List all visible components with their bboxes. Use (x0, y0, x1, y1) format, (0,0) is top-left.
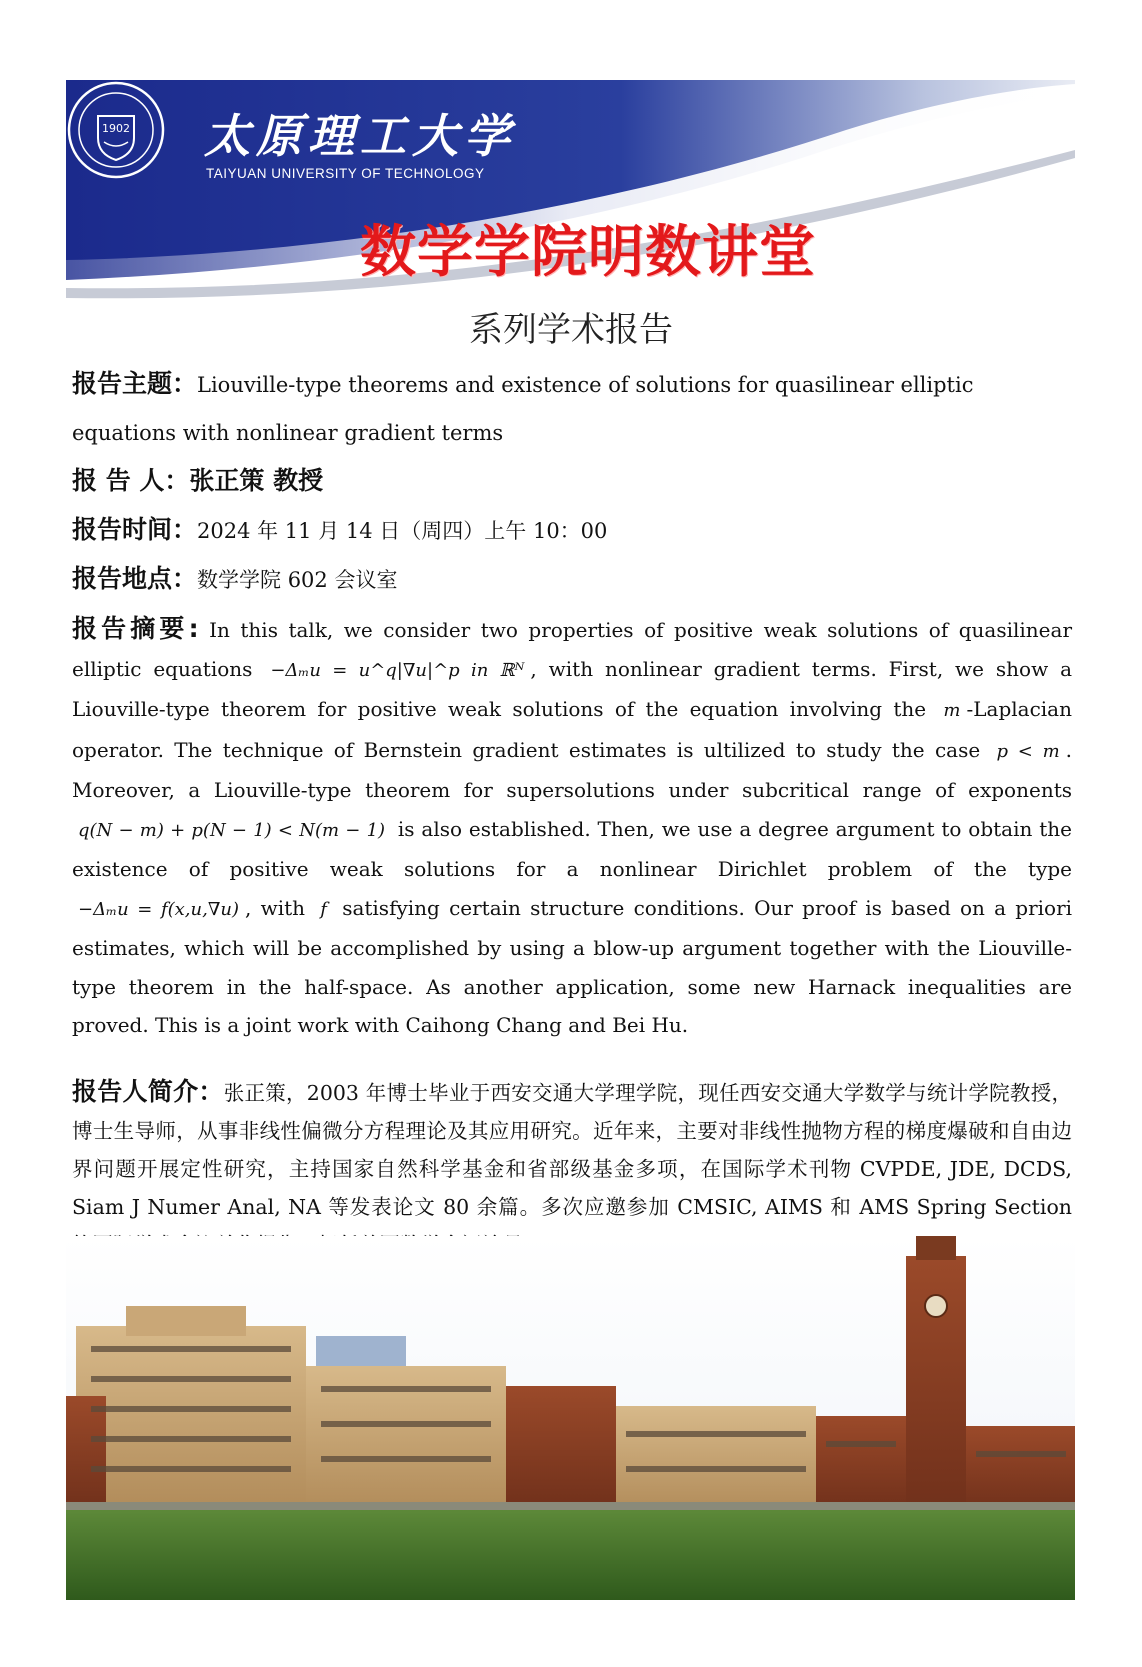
abstract-text-2: , with nonlinear gradient terms. First, we show a Liouville-type theorem for positive weak solutions of the equation involving the (72, 656, 1073, 721)
speaker-label: 报 告 人： (72, 466, 190, 495)
speaker-bio (72, 1073, 1072, 1264)
math-m: m (943, 700, 961, 721)
equation-2: p < m (996, 740, 1060, 762)
university-seal-icon (66, 80, 166, 180)
campus-image (66, 1236, 1075, 1600)
svg-text:1902: 1902 (102, 122, 130, 135)
equation-4: −Δₘu = f(x,u,∇u) (78, 898, 240, 920)
university-name-cn: 太原理工大学 (204, 109, 516, 163)
abstract-text-3: -Laplacian operator. The technique of Bernstein gradient estimates is ultilized to study the case (72, 697, 1072, 762)
abstract-label: 报告摘要: (72, 614, 199, 643)
topic-text: Liouville-type theorems and existence of solutions for quasilinear elliptic equations with nonlinear gradient terms (72, 373, 974, 445)
bio-text: 张正策，2003 年博士毕业于西安交通大学理学院，现任西安交通大学数学与统计学院教授，博士生导师，从事非线性偏微分方程理论及其应用研究。近年来，主要对非线性抛物方程的梯度爆破和自由边界问题开展定性研究，主持国家自然科学基金和省部级基金多项，在国际学术刊物 CVPDE, JDE, DCDS, Siam J Numer Anal, NA 等发表论文 80 余篇。多次应邀参加 CMSIC, AIMS 和 AMS Spring Section (72, 1080, 1072, 1219)
university-name-en: TAIYUAN UNIVERSITY OF TECHNOLOGY (206, 166, 485, 181)
report-time (72, 506, 1072, 555)
report-abstract (72, 610, 1072, 1045)
speaker-name: 张正策 教授 (189, 466, 324, 495)
time-label: 报告时间： (72, 515, 198, 544)
lecture-title: 数学学院明数讲堂 (360, 220, 816, 285)
equation-1: −Δₘu = u^q|∇u|^p in ℝᴺ (270, 659, 525, 681)
abstract-text-1: In this talk, we consider two properties of positive weak solutions of quasilinear elliptic equations (72, 618, 1072, 681)
report-place (72, 555, 1072, 604)
campus-buildings-illustration (66, 1236, 1075, 1600)
equation-3: q(N − m) + p(N − 1) < N(m − 1) (78, 819, 386, 841)
abstract-text-7: satisfying certain structure conditions. Our proof is based on a priori estimates, which will be accomplished by using a blow-up argument together with the Liouville-type theorem in the half-space. As another application, some new Harnack inequalities are proved. This is a joint work with Caihong Chang and Bei Hu. (72, 895, 1073, 1037)
report-content (72, 360, 1072, 1324)
series-title: 系列学术报告 (469, 310, 673, 350)
place-value: 数学学院 602 会议室 (197, 568, 398, 592)
abstract-text-4: . Moreover, a Liouville-type theorem for supersolutions under subcritical range of exponents (72, 737, 1072, 802)
bio-label: 报告人简介： (72, 1076, 224, 1106)
time-value: 2024 年 11 月 14 日（周四）上午 10：00 (197, 519, 608, 543)
topic-label: 报告主题： (72, 369, 198, 398)
place-label: 报告地点： (72, 564, 198, 593)
abstract-text-6: , with (245, 895, 306, 920)
report-topic (72, 360, 1072, 457)
math-f: f (320, 898, 327, 920)
abstract-text-5: is also established. Then, we use a degree argument to obtain the existence of positive weak solutions for a nonlinear Dirichlet problem of the type (72, 816, 1072, 881)
report-speaker (72, 457, 1072, 506)
header-banner (66, 80, 1075, 310)
